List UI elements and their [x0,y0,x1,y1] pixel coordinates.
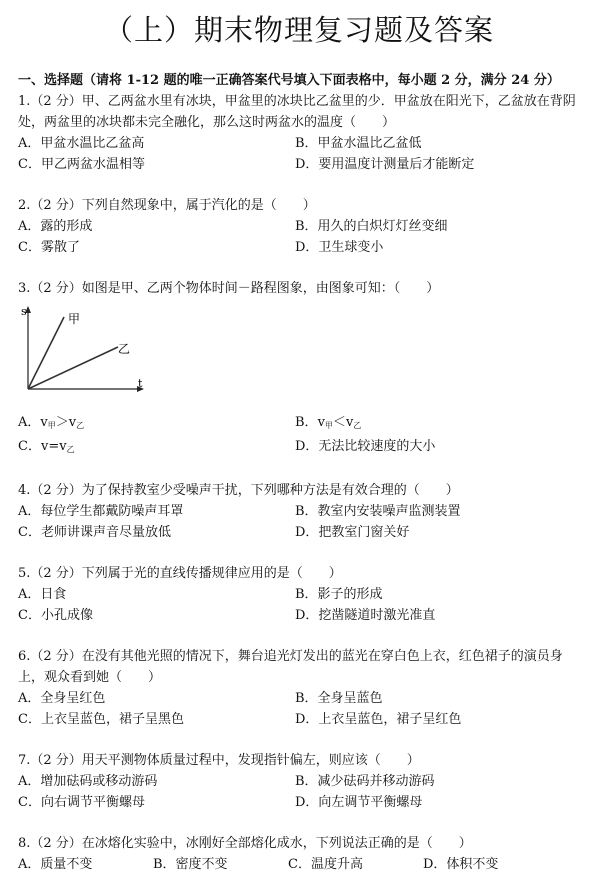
question-4 [18,480,580,543]
line-yi [28,347,118,389]
question-stem: 2.（2 分）下列自然现象中，属于汽化的是（ ） [18,198,316,213]
option-a: A．日食 [18,587,67,602]
page-title: （上）期末物理复习题及答案 [103,13,494,47]
question-stem: 7.（2 分）用天平测物体质量过程中，发现指针偏左，则应该（ ） [18,753,420,768]
option-c: C．向右调节平衡螺母 [18,795,145,810]
option-d: D．卫生球变小 [295,240,384,255]
option-d: D．挖凿隧道时激光准直 [295,608,436,623]
option-d: D．无法比较速度的大小 [295,439,436,454]
option-b: B．全身呈蓝色 [295,691,383,706]
option-d: D．要用温度计测量后才能断定 [295,157,475,172]
spacer [18,258,580,278]
option-c: C．雾散了 [18,240,80,255]
options [18,854,580,875]
options [18,584,580,626]
option-c: C．$v=v_乙$ [18,439,75,454]
option-c: C．上衣呈蓝色，裙子呈黑色 [18,712,184,727]
question-2 [18,195,580,258]
question-stem: 5.（2 分）下列属于光的直线传播规律应用的是（ ） [18,566,342,581]
option-a: A．露的形成 [18,219,93,234]
line-yi-label: 乙 [118,342,131,356]
options [18,412,580,460]
option-d: D．上衣呈蓝色，裙子呈红色 [295,712,462,727]
spacer [18,626,580,646]
option-a: A．甲盆水温比乙盆高 [18,136,145,151]
options [18,688,580,730]
option-d: D．体积不变 [423,857,499,872]
distance-time-graph [18,303,148,395]
question-3 [18,278,580,460]
option-c: C．温度升高 [288,857,363,872]
option-a: A．全身呈红色 [18,691,106,706]
question-stem: 4.（2 分）为了保持教室少受噪声干扰，下列哪种方法是有效合理的（ ） [18,483,459,498]
options [18,216,580,258]
option-a: A．$v_甲>v_乙$ [18,415,85,430]
spacer [18,730,580,750]
spacer [18,460,580,480]
question-7 [18,750,580,813]
option-a: A．增加砝码或移动游码 [18,774,158,789]
spacer [18,543,580,563]
options [18,133,580,175]
spacer [18,813,580,833]
question-stem: 8.（2 分）在冰熔化实验中，冰刚好全部熔化成水，下列说法正确的是（ ） [18,836,472,851]
option-b: B．影子的形成 [295,587,383,602]
question-stem: 3.（2 分）如图是甲、乙两个物体时间－路程图象，由图象可知：（ ） [18,281,440,296]
question-stem: 1.（2 分）甲、乙两盆水里有冰块，甲盆里的冰块比乙盆里的少．甲盆放在阳光下，乙盆放在背阴处，两盆里的冰块都未完全融化，那么这时两盆水的温度（ ） [18,94,576,130]
line-jia [28,317,64,389]
x-axis-label: t [138,377,143,390]
option-c: C．小孔成像 [18,608,93,623]
line-jia-label: 甲 [68,312,81,326]
option-b: B．甲盆水温比乙盆低 [295,136,422,151]
y-axis-label: s [21,305,27,318]
spacer [18,175,580,195]
option-c: C．甲乙两盆水温相等 [18,157,145,172]
option-b: B．减少砝码并移动游码 [295,774,435,789]
question-stem: 6.（2 分）在没有其他光照的情况下，舞台追光灯发出的蓝光在穿白色上衣，红色裙子的演员身上，观众看到她（ ） [18,649,563,685]
section-heading: 一、选择题（请将 1-12 题的唯一正确答案代号填入下面表格中，每小题 2 分，满分 24 分） [18,73,560,88]
option-d: D．把教室门窗关好 [295,525,410,540]
option-b: B．教室内安装噪声监测装置 [295,504,461,519]
option-b: B．用久的白炽灯灯丝变细 [295,219,448,234]
question-6 [18,646,580,730]
question-8 [18,833,580,875]
option-c: C．老师讲课声音尽量放低 [18,525,171,540]
question-1 [18,91,580,175]
options [18,501,580,543]
option-a: A．质量不变 [18,857,93,872]
option-b: B．$v_甲<v_乙$ [295,415,362,430]
question-5 [18,563,580,626]
options [18,771,580,813]
option-b: B．密度不变 [153,857,228,872]
option-a: A．每位学生都戴防噪声耳罩 [18,504,184,519]
option-d: D．向左调节平衡螺母 [295,795,423,810]
